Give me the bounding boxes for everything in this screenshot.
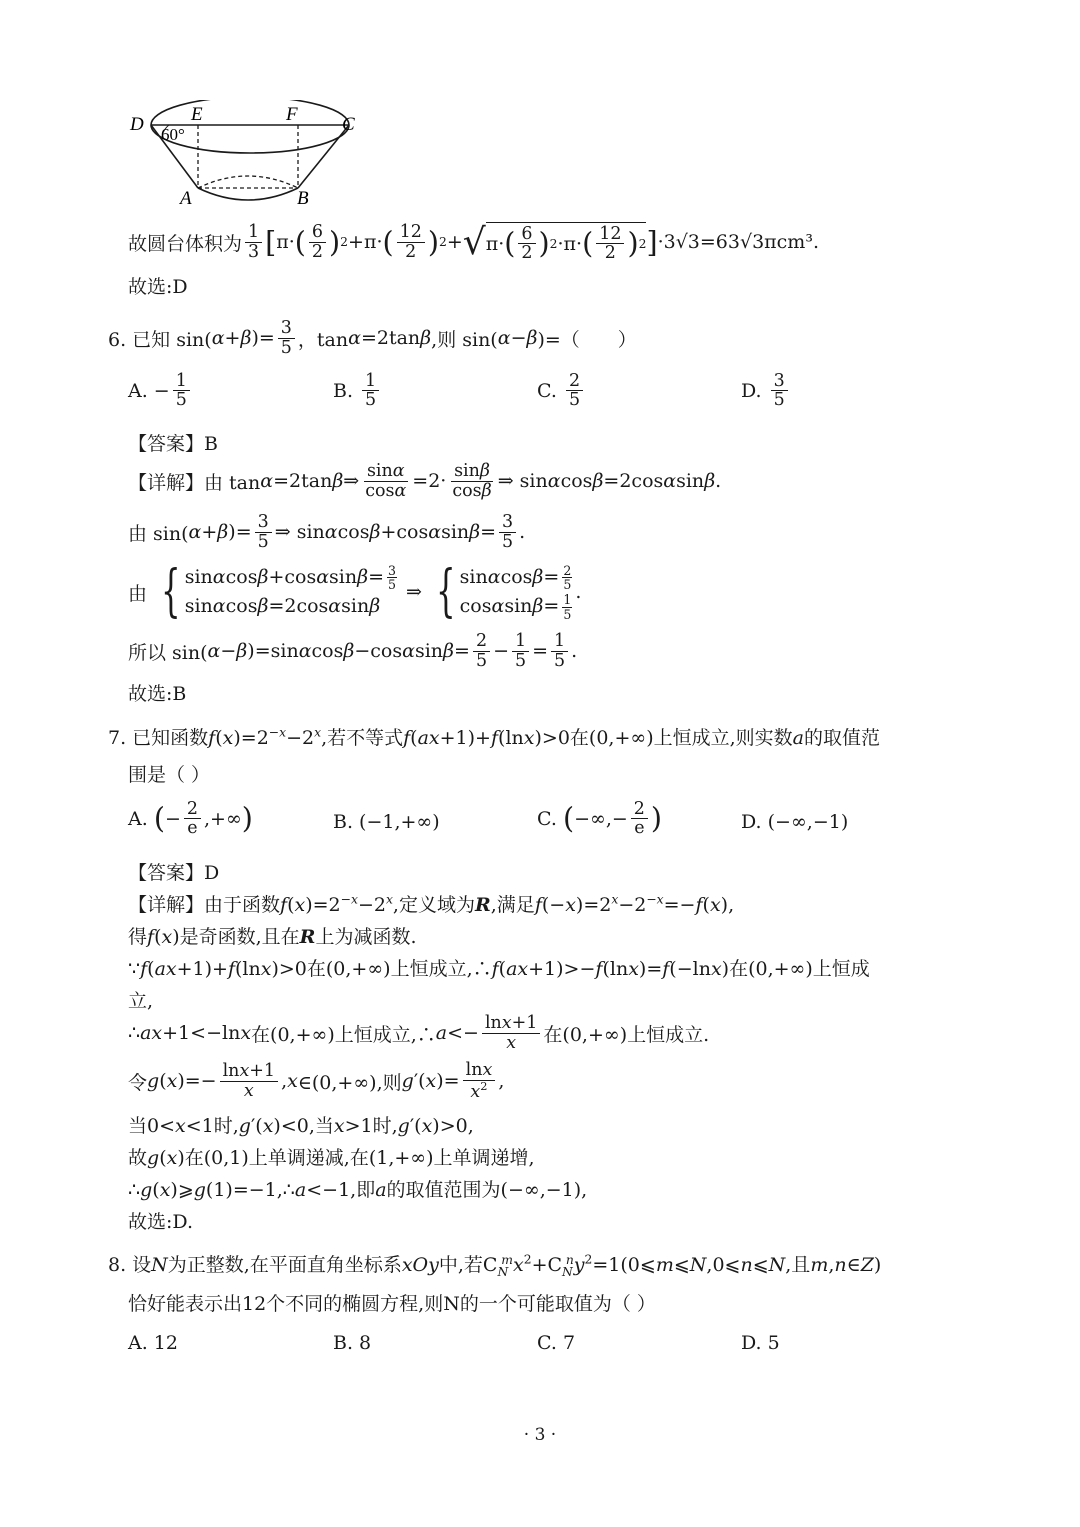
- volume-line: 故圆台体积为 $\frac{1}{3}$ [ π· ( $\frac{6}{2}$ ) 2 +π· ( $\frac{12}{2}$ ) 2 + √ π· ( $\frac{6}{2}$ ) 2 ·π· ( $\frac{12}{2}$ ) 2 ] ·3√3 =63√3πcm³.: [128, 220, 819, 263]
- volume-result: =63√3πcm³.: [699, 231, 819, 253]
- q7-option-c[interactable]: C. ( −∞,− $\frac{2}{e}$ ): [537, 799, 663, 839]
- label-C: C: [342, 114, 355, 135]
- q7-detail-5: ∴ ax +1<−ln x 在(0,+∞)上恒成立,∴ a <− $\frac{\ln x+1}{x}$ 在(0,+∞)上恒成立.: [128, 1013, 710, 1053]
- q6-option-a[interactable]: A. − $\frac{1}{5}$: [128, 372, 193, 410]
- q6-option-b[interactable]: B. $\frac{1}{5}$: [333, 372, 382, 410]
- label-E: E: [191, 104, 203, 125]
- q7-stem-line-1: 7. 已知函数$f(x)=2^{-x}-2^x$,若不等式f(ax+1)+f(lnx)>0在(0,+∞)上恒成立,则实数a的取值范: [108, 725, 880, 749]
- q8-option-c[interactable]: C. 7: [537, 1332, 576, 1354]
- label-A: A: [180, 188, 192, 209]
- page-number: · 3 ·: [523, 1425, 557, 1445]
- q6-stem: 6. 已知 sin( α + β )= $\frac{3}{5}$ ，tan α =2tan β ,则 sin( α − β )=（ ）: [108, 318, 637, 358]
- q6-option-d[interactable]: D. $\frac{3}{5}$: [741, 372, 791, 410]
- q7-detail-8: 故g(x)在(0,1)上单调递减,在(1,+∞)上单调递增,: [128, 1147, 535, 1169]
- frustum-figure: [128, 100, 368, 212]
- q7-choice: 故选:D.: [128, 1211, 193, 1233]
- q8-option-a[interactable]: A. 12: [128, 1332, 178, 1354]
- label-D: D: [130, 114, 144, 135]
- q7-detail-2: 得f(x)是奇函数,且在R上为减函数.: [128, 926, 417, 948]
- volume-prefix: 故圆台体积为: [128, 232, 243, 255]
- label-angle: 60°: [161, 125, 185, 144]
- q7-option-d[interactable]: D. (−∞,−1): [741, 811, 849, 833]
- q6-detail-3: 由 { sinαcosβ+cosαsinβ= $\frac{3}{5}$ sinαcosβ=2cosαsinβ ⇒ { sinαcosβ= $\frac{2}{5}$ cosαsinβ= $\frac{1}{5}$ .: [128, 559, 582, 624]
- q7-option-b[interactable]: B. (−1,+∞): [333, 811, 440, 833]
- q6-detail-2: 由 sin( α + β )= $\frac{3}{5}$ ⇒ sin α cos β +cos α sin β = $\frac{3}{5}$ .: [128, 512, 526, 552]
- q7-detail-4: 立,: [128, 990, 154, 1012]
- q8-option-b[interactable]: B. 8: [333, 1332, 372, 1354]
- q7-stem-line-2: 围是（ ）: [128, 764, 211, 786]
- q7-detail-9: ∴g(x)⩾g(1)=−1,∴a<−1,即a的取值范围为(−∞,−1),: [128, 1179, 588, 1201]
- q8-stem-line-2: 恰好能表示出12个不同的椭圆方程,则N的一个可能取值为（ ）: [128, 1293, 656, 1315]
- q7-detail-7: 当0<x<1时,g′(x)<0,当x>1时,g′(x)>0,: [128, 1115, 474, 1137]
- label-F: F: [286, 104, 298, 125]
- q7-option-a[interactable]: A. ( − $\frac{2}{e}$ ,+∞ ): [128, 799, 253, 839]
- q6-detail-1: 【详解】由 tan α =2tan β ⇒ $\frac{\sin\alpha}{\cos\alpha}$ =2· $\frac{\sin\beta}{\cos\beta}$ ⇒ sin α cos β =2cos α sin β .: [128, 461, 722, 501]
- q7-detail-1: 【详解】由于函数$f(x)=2^{-x}-2^x$,定义域为R,满足$f(-x)=2^x-2^{-x}=-f(x)$,: [128, 892, 735, 916]
- q7-detail-3: ∵f(ax+1)+f(lnx)>0在(0,+∞)上恒成立,∴f(ax+1)>−f(lnx)=f(−lnx)在(0,+∞)上恒成: [128, 958, 870, 980]
- q6-answer: 【答案】B: [128, 433, 218, 455]
- sol5-choice: 故选:D: [128, 276, 188, 298]
- q8-option-d[interactable]: D. 5: [741, 1332, 780, 1354]
- q7-answer: 【答案】D: [128, 862, 220, 884]
- q7-detail-6: 令 g ( x )=− $\frac{\ln x+1}{x}$ , x ∈(0,+∞),则 g ′( x )= $\frac{\ln x}{x^2}$ ,: [128, 1060, 505, 1102]
- q6-option-c[interactable]: C. $\frac{2}{5}$: [537, 372, 586, 410]
- q6-detail-4: 所以 sin( α − β )=sin α cos β −cos α sin β = $\frac{2}{5}$ − $\frac{1}{5}$ = $\frac{1}{5}$ .: [128, 631, 578, 671]
- q8-stem-line-1: 8. 设N为正整数,在平面直角坐标系xOy中,若$C_N^mx^2+C_N^ny^2=1(0⩽m⩽N,0⩽n⩽N$,且m,n∈Z): [108, 1252, 882, 1279]
- q6-choice: 故选:B: [128, 683, 187, 705]
- label-B: B: [297, 188, 309, 209]
